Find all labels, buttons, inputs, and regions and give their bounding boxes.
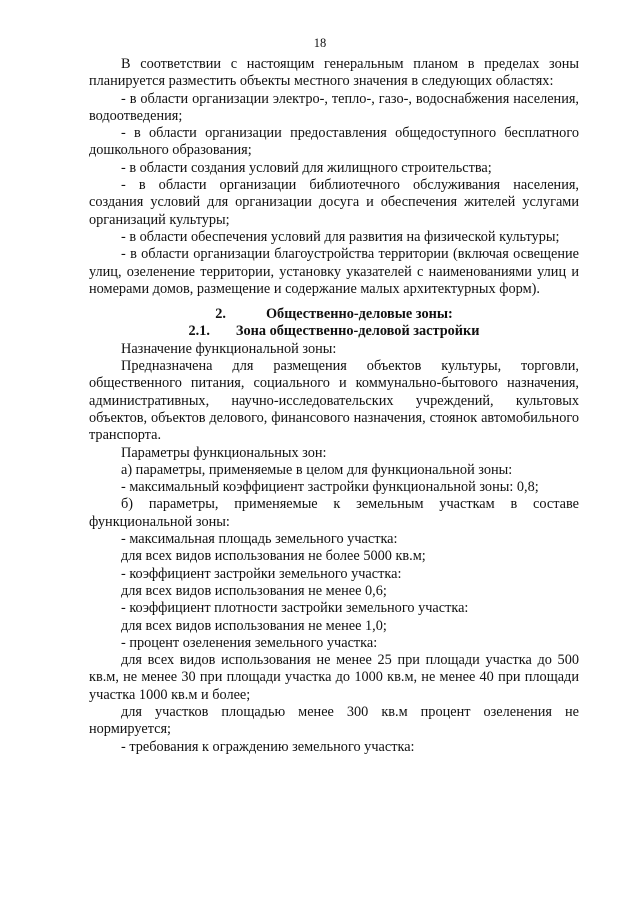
paragraph: для всех видов использования не менее 0,6;	[121, 582, 387, 599]
section-number: 2.	[215, 306, 226, 323]
list-item: - в области создания условий для жилищного строительства;	[121, 159, 492, 176]
list-item: - процент озеленения земельного участка:	[121, 634, 378, 651]
list-item: - в области организации благоустройства территории (включая освещение улиц, озеленение территории, установку указателей с наименованиями улиц и номерами домов, размещение и содержание малых архитектурных форм).	[89, 246, 579, 297]
list-item: - максимальный коэффициент застройки функциональной зоны: 0,8;	[121, 479, 539, 496]
paragraph: для участков площадью менее 300 кв.м процент озеленения не нормируется;	[89, 703, 579, 738]
paragraph: для всех видов использования не менее 1,0;	[121, 617, 387, 634]
list-item: - в области организации электро-, тепло-, газо-, водоснабжения населения, водоотведения;	[89, 90, 579, 124]
subsection-number: 2.1.	[188, 323, 210, 340]
list-item: - коэффициент застройки земельного участка:	[121, 565, 402, 582]
subsection-heading	[89, 323, 579, 340]
paragraph: Параметры функциональных зон:	[121, 444, 327, 461]
list-item: - в области обеспечения условий для развития на физической культуры;	[121, 228, 560, 245]
paragraph: а) параметры, применяемые в целом для функциональной зоны:	[121, 461, 513, 478]
subsection-title: Зона общественно-деловой застройки	[235, 323, 480, 340]
section-heading	[89, 306, 579, 323]
paragraph: Предназначена для размещения объектов культуры, торговли, общественного питания, социального и коммунально-бытового назначения, административных, научно-исследовательских учреждений, культовых объектов, объектов делового, финансового назначения, стоянок автомобильного транспорта.	[89, 358, 579, 444]
list-item: - коэффициент плотности застройки земельного участка:	[121, 600, 469, 617]
list-item: - требования к ограждению земельного участка:	[121, 738, 415, 755]
list-item: - в области организации предоставления общедоступного бесплатного дошкольного образования;	[89, 125, 579, 159]
paragraph: для всех видов использования не менее 25 при площади участка до 500 кв.м, не менее 30 при площади участка до 1000 кв.м, не менее 40 при площади участка 1000 кв.м и более;	[89, 652, 579, 703]
paragraph: б) параметры, применяемые к земельным участкам в составе функциональной зоны:	[89, 496, 579, 530]
section-title: Общественно-деловые зоны:	[265, 306, 453, 323]
document-body	[89, 56, 579, 756]
page-number: 18	[313, 36, 327, 50]
paragraph: В соответствии с настоящим генеральным планом в пределах зоны планируется разместить объекты местного значения в следующих областях:	[89, 56, 579, 90]
list-item: - максимальная площадь земельного участка:	[121, 531, 398, 548]
paragraph: для всех видов использования не более 5000 кв.м;	[121, 548, 426, 565]
paragraph: Назначение функциональной зоны:	[121, 340, 337, 357]
list-item: - в области организации библиотечного обслуживания населения, создания условий для организации досуга и обеспечения жителей услугами организаций культуры;	[89, 177, 579, 228]
